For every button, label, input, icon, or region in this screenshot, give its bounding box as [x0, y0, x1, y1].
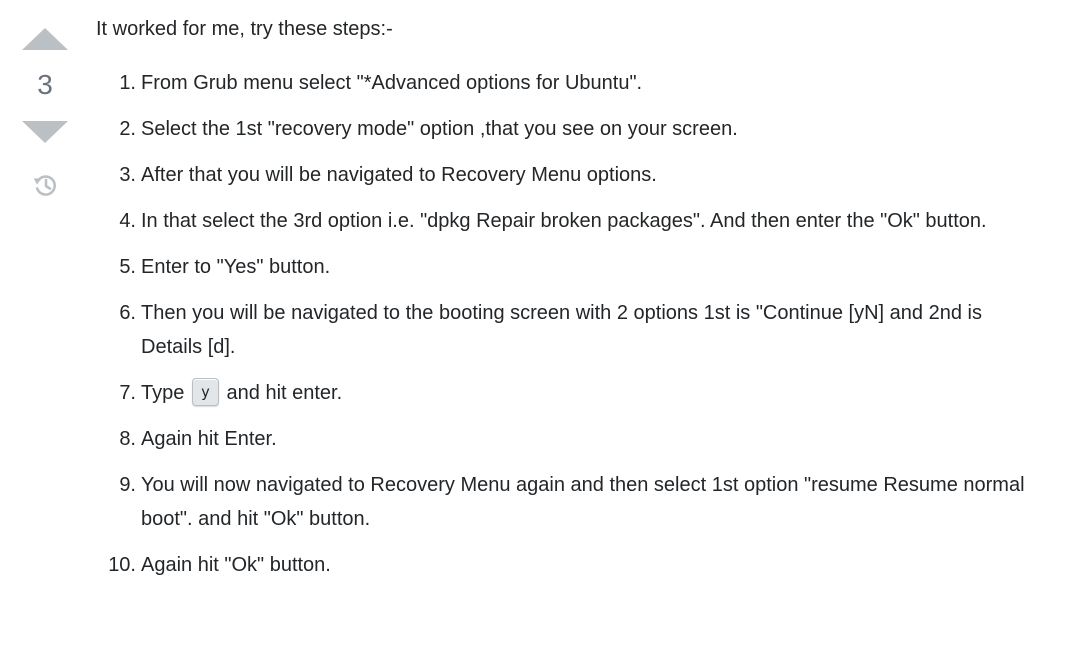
step-text: Again hit "Ok" button.: [141, 554, 331, 576]
vote-cell: [18, 26, 72, 200]
step-item: [96, 66, 1046, 100]
step-item: [96, 296, 1046, 364]
step-number: 8.: [119, 428, 136, 450]
steps-list: [96, 66, 1046, 582]
step-number: 5.: [119, 256, 136, 278]
history-icon: [30, 170, 60, 200]
step-text: Select the 1st "recovery mode" option ,that you see on your screen.: [141, 118, 738, 140]
step-number: 6.: [119, 302, 136, 324]
step-text: From Grub menu select "*Advanced options for Ubuntu".: [141, 72, 643, 94]
upvote-button[interactable]: [20, 26, 70, 51]
step-item: [96, 204, 1046, 238]
step-text: In that select the 3rd option i.e. "dpkg Repair broken packages". And then enter the "Ok" button.: [141, 210, 987, 232]
triangle-down-icon: [20, 119, 70, 144]
step-item: [96, 422, 1046, 456]
step-text: You will now navigated to Recovery Menu again and then select 1st option "resume Resume normal boot". and hit "Ok" button.: [141, 474, 1025, 530]
step-number: 3.: [119, 164, 136, 186]
step-number: 1.: [119, 72, 136, 94]
triangle-up-icon: [20, 26, 70, 51]
answer-body: [96, 14, 1046, 594]
step-number: 9.: [119, 474, 136, 496]
step-item: [96, 112, 1046, 146]
step-item: [96, 158, 1046, 192]
step-number: 10.: [108, 554, 136, 576]
step-item: [96, 548, 1046, 582]
step-number: 4.: [119, 210, 136, 232]
step-text: Then you will be navigated to the booting screen with 2 options 1st is "Continue [yN] and 2nd is Details [d].: [141, 302, 982, 358]
step-item: [96, 376, 1046, 410]
step-text-before: Type: [141, 382, 185, 404]
step-item: [96, 250, 1046, 284]
downvote-button[interactable]: [20, 119, 70, 144]
step-item: [96, 468, 1046, 536]
answer-intro: It worked for me, try these steps:-: [96, 18, 393, 40]
vote-count: 3: [37, 69, 53, 100]
step-number: 7.: [119, 382, 136, 404]
step-text-after: and hit enter.: [226, 382, 343, 404]
timeline-button[interactable]: [30, 170, 60, 200]
step-text: After that you will be navigated to Recovery Menu options.: [141, 164, 657, 186]
step-text: Again hit Enter.: [141, 428, 277, 450]
kbd-key-y: y: [192, 378, 219, 406]
step-text: Enter to "Yes" button.: [141, 256, 331, 278]
step-number: 2.: [119, 118, 136, 140]
